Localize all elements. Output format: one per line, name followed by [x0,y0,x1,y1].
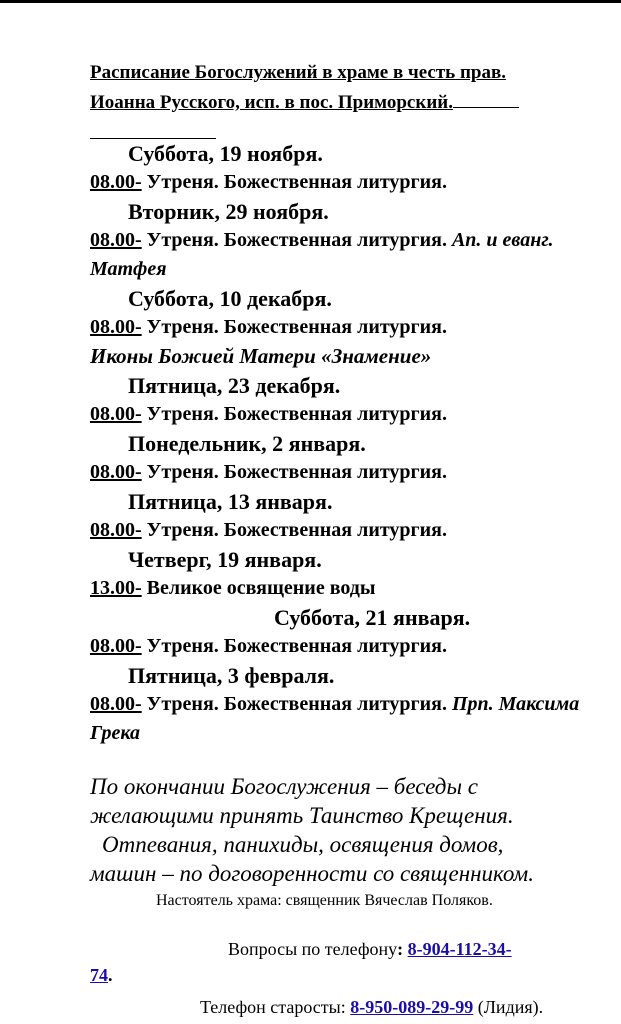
service-line [90,516,590,545]
service-time: 08.00- [90,461,142,483]
service-name: Утреня. Божественная литургия. [141,461,447,483]
elder-label: Телефон старосты: [200,997,351,1017]
service-line [90,690,590,748]
feast-name: Ап. и еванг. Матфея [90,229,554,280]
service-name: Великое освящение воды [141,577,376,599]
elder-phone-link[interactable]: 8-950-089-29-99 [350,997,474,1017]
questions-contact [90,936,590,988]
service-name: Утреня. Божественная литургия. [141,229,452,251]
footer [90,891,590,1020]
service-time: 08.00- [90,693,142,715]
questions-label: Вопросы по телефону [228,939,398,959]
schedule-day: Вторник, 29 ноября. [128,199,329,224]
schedule-entry [90,545,590,603]
questions-colon: : [397,939,408,959]
service-name: Утреня. Божественная литургия. [141,635,447,657]
service-line [90,400,590,429]
service-time: 08.00- [90,171,142,193]
service-line [90,313,590,342]
top-border-line [0,0,621,3]
service-line [90,458,590,487]
phone-link-part-1[interactable]: 8-904-112-34- [407,939,512,959]
schedule-entry [90,487,590,545]
phone-link-part-2[interactable]: 74 [90,965,108,985]
title-underline-tail [453,89,519,108]
service-name: Утреня. Божественная литургия. [141,403,447,425]
service-name: Утреня. Божественная литургия. [141,316,447,338]
rector-info: Настоятель храма: священник Вячеслав Поляков. [156,892,493,909]
title-divider-rule [90,124,216,139]
service-time: 13.00- [90,577,142,599]
schedule-entry [90,661,590,748]
note-line-4: машин – по договоренности со священником. [90,861,534,886]
schedule-day: Пятница, 23 декабря. [128,373,341,398]
note-line-1: По окончании Богослужения – беседы с [90,774,478,799]
feast-name: Иконы Божией Матери «Знамение» [90,344,432,368]
schedule-entry [90,371,590,429]
schedule-entry [90,139,590,197]
schedule-day: Суббота, 19 ноября. [128,141,323,166]
schedule-entry [90,603,590,661]
schedule-entry [90,197,590,284]
elder-contact [90,994,590,1020]
title-line-1: Расписание Богослужений в храме в честь прав. [90,62,506,83]
schedule-day: Пятница, 3 февраля. [128,663,335,688]
schedule-day: Понедельник, 2 января. [128,431,366,456]
service-time: 08.00- [90,229,142,251]
service-time: 08.00- [90,403,142,425]
questions-end: . [108,965,113,985]
elder-suffix: (Лидия). [473,997,544,1017]
title-line-2: Иоанна Русского, исп. в пос. Приморский. [90,92,453,113]
service-time: 08.00- [90,316,142,338]
service-line [90,632,590,661]
schedule-entry [90,284,590,371]
document-page [90,58,590,1020]
service-name: Утреня. Божественная литургия. [141,693,452,715]
service-line [90,226,590,284]
service-line [90,574,590,603]
service-time: 08.00- [90,635,142,657]
schedule-entry [90,429,590,487]
info-note [90,772,590,888]
service-line [90,168,590,197]
page-title [90,58,590,118]
schedule-day: Четверг, 19 января. [128,547,322,572]
service-name: Утреня. Божественная литургия. [141,171,447,193]
note-line-3: Отпевания, панихиды, освящения домов, [102,832,504,857]
service-name: Утреня. Божественная литургия. [141,519,447,541]
service-time: 08.00- [90,519,142,541]
note-line-2: желающими принять Таинство Крещения. [90,803,514,828]
schedule-list [90,139,590,748]
schedule-day: Суббота, 10 декабря. [128,286,332,311]
schedule-day: Суббота, 21 января. [274,605,471,630]
schedule-day: Пятница, 13 января. [128,489,333,514]
feast-name: Прп. Максима Грека [90,693,580,744]
